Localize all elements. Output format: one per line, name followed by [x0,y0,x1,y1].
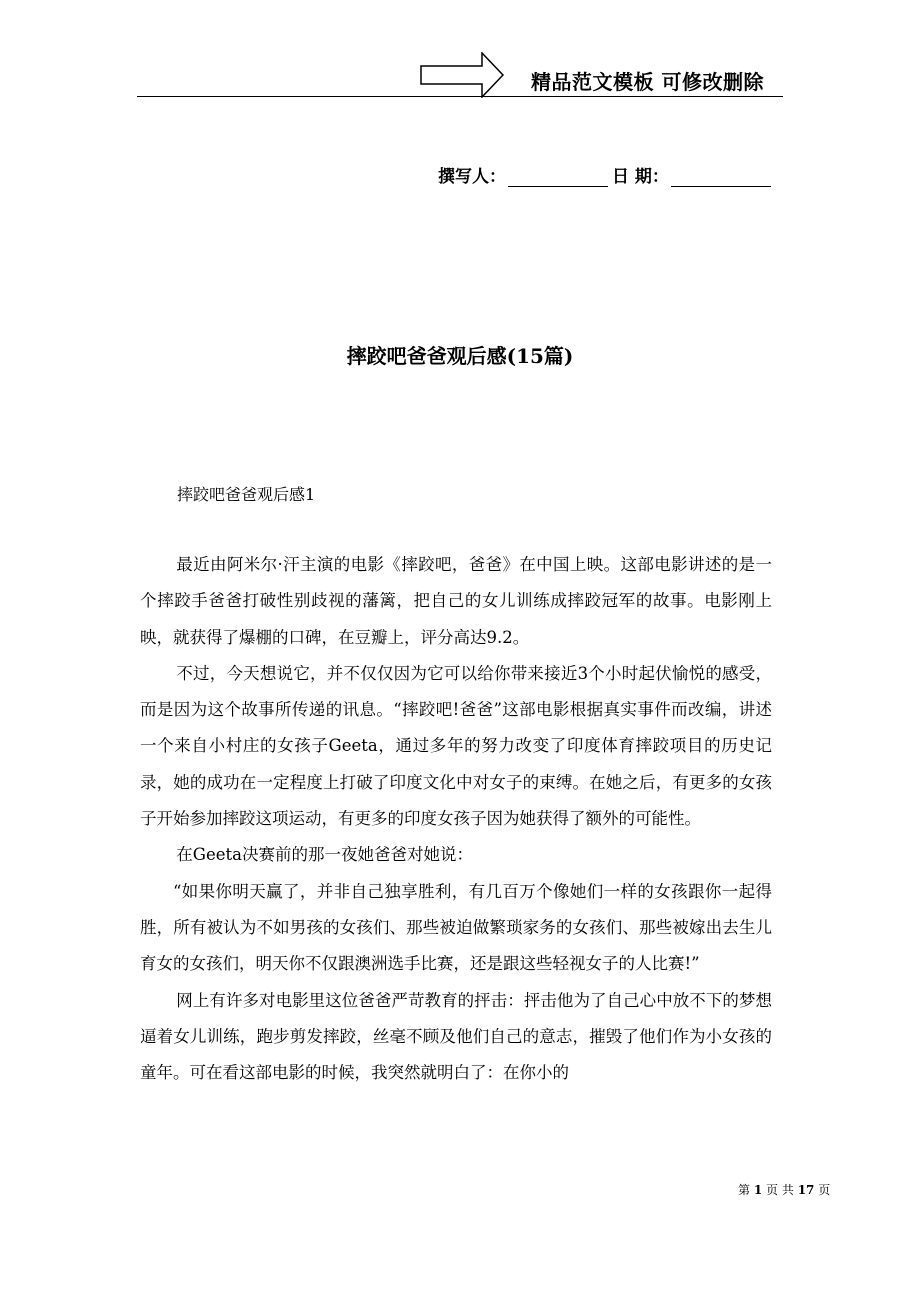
author-blank [508,168,608,187]
current-page-number: 1 [753,1183,763,1197]
paragraph: 最近由阿米尔·汗主演的电影《摔跤吧，爸爸》在中国上映。这部电影讲述的是一个摔跤手爸爸打破性别歧视的藩篱，把自己的女儿训练成摔跤冠军的故事。电影刚上映，就获得了爆棚的口碑，在豆瓣上，评分高达9.2。 [140,555,772,647]
author-date-line [438,162,771,187]
arrow-icon [420,52,504,98]
footer-prefix: 第 [738,1183,751,1197]
page-footer [738,1181,830,1198]
date-label: 日 期： [612,167,669,187]
paragraph: 网上有许多对电影里这位爸爸严苛教育的抨击：抨击他为了自己心中放不下的梦想逼着女儿训练，跑步剪发摔跤，丝毫不顾及他们自己的意志，摧毁了他们作为小女孩的童年。可在看这部电影的时候，我突然就明白了：在你小的 [140,990,772,1083]
section-subheading: 摔跤吧爸爸观后感1 [177,485,316,504]
header-title: 精品范文模板 可修改删除 [531,70,764,94]
paragraph: 在Geeta决赛前的那一夜她爸爸对她说： [176,845,473,865]
quote-paragraph: “如果你明天赢了，并非自己独享胜利，有几百万个像她们一样的女孩跟你一起得胜，所有被认为不如男孩的女孩们、那些被迫做繁琐家务的女孩们、那些被嫁出去生儿育女的女孩们，明天你不仅跟澳洲选手比赛，还是跟这些轻视女子的人比赛!” [140,881,772,974]
total-pages-number: 17 [797,1183,815,1197]
footer-middle: 页 共 [766,1183,794,1197]
document-body [140,547,772,1091]
paragraph: 不过，今天想说它，并不仅仅因为它可以给你带来接近3个小时起伏愉悦的感受，而是因为这个故事所传递的讯息。“摔跤吧!爸爸”这部电影根据真实事件而改编，讲述一个来自小村庄的女孩子Geeta，通过多年的努力改变了印度体育摔跤项目的历史记录，她的成功在一定程度上打破了印度文化中对女子的束缚。在她之后，有更多的女孩子开始参加摔跤这项运动，有更多的印度女孩子因为她获得了额外的可能性。 [140,663,772,829]
document-title: 摔跤吧爸爸观后感(15篇) [346,344,574,368]
header-rule [137,96,783,97]
date-blank [671,168,771,187]
footer-suffix: 页 [818,1183,831,1197]
author-label: 撰写人： [438,167,506,187]
